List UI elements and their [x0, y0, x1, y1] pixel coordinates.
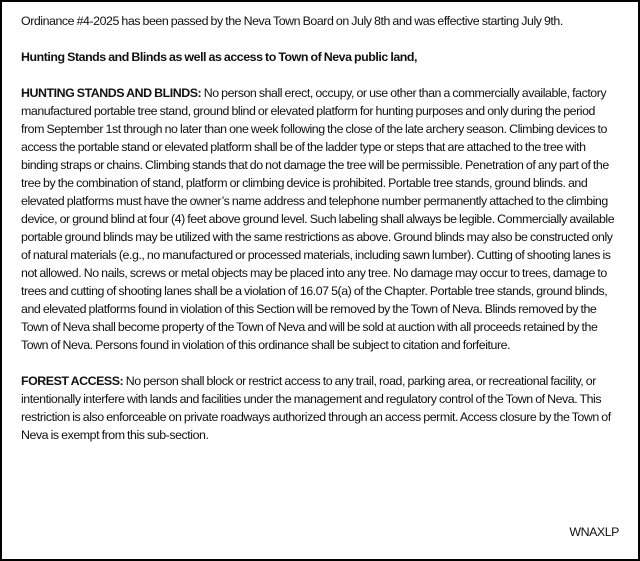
ordinance-intro: Ordinance #4-2025 has been passed by the Neva Town Board on July 8th and was effective starting July 9th. — [21, 14, 563, 28]
section-body: No person shall block or restrict access to any trail, road, parking area, or recreational facility, or intentionally interfere with lands and facilities under the management and regulatory control of the Town of Neva. This restriction is also enforceable on private roadways authorized through an access permit. Access closure by the Town of Neva is exempt from this sub-section. — [21, 374, 611, 442]
section-forest-access — [21, 372, 619, 444]
section-heading: HUNTING STANDS AND BLINDS: — [21, 86, 204, 100]
section-hunting-stands — [21, 84, 619, 354]
publication-tag: WNAXLP — [569, 525, 619, 539]
section-heading: FOREST ACCESS: — [21, 374, 126, 388]
section-body: No person shall erect, occupy, or use other than a commercially available, factory manufactured portable tree stand, ground blind or elevated platform for hunting purposes and only during the period from September 1st through no later than one week following the close of the late archery season. Climbing devices to access the portable stand or elevated platform shall be of the ladder type or steps that are attached to the tree with binding straps or chains. Climbing stands that do not damage the tree will be permissible. Penetration of any part of the tree by the combination of stand, platform or climbing device is prohibited. Portable tree stands, ground blinds. and elevated platforms must have the owner’s name address and telephone number permanently attached to the climbing device, or ground blind at four (4) feet above ground level. Such labeling shall always be legible. Commercially available portable ground blinds may be utilized with the same restrictions as above. Ground blinds may also be constructed only of natural materials (e.g., no manufactured or processed materials, including sawn lumber). Cutting of shooting lanes is not allowed. No nails, screws or metal objects may be placed into any tree. No damage may occur to trees, damage to trees and cutting of shooting lanes shall be a violation of 16.07 5(a) of the Chapter. Portable tree stands, ground blinds, and elevated platforms found in violation of this Section will be removed by the Town of Neva. Blinds removed by the Town of Neva shall become property of the Town of Neva and will be sold at auction with all proceeds retained by the Town of Neva. Persons found in violation of this ordinance shall be subject to citation and forfeiture. — [21, 86, 615, 352]
notice-subject: Hunting Stands and Blinds as well as access to Town of Neva public land, — [21, 50, 418, 64]
